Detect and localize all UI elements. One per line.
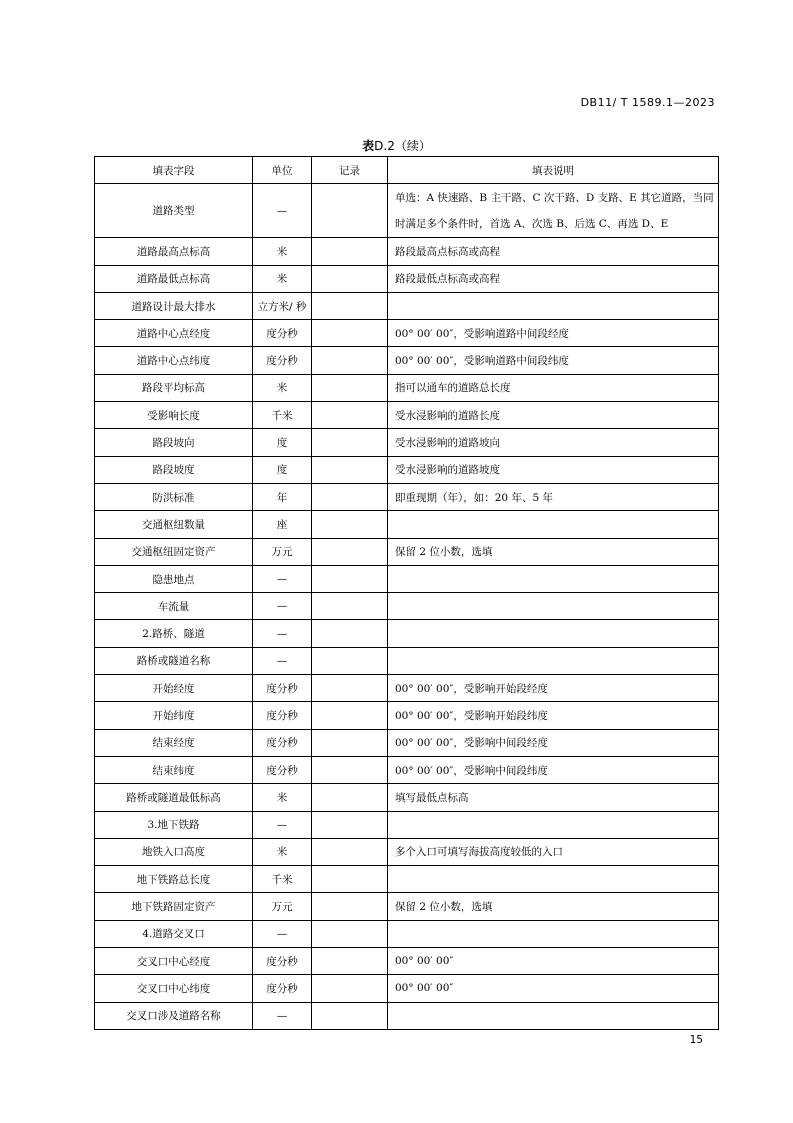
table-row: [95, 647, 719, 674]
field-cell: 隐患地点: [95, 565, 253, 592]
field-cell: 道路中心点经度: [95, 320, 253, 347]
description-cell: 00° 00′ 00″: [388, 975, 719, 1002]
field-cell: 开始纬度: [95, 702, 253, 729]
record-cell: [312, 347, 388, 374]
description-cell: 受水浸影响的道路坡向: [388, 429, 719, 456]
description-cell: 路段最高点标高或高程: [388, 238, 719, 265]
record-cell: [312, 429, 388, 456]
table-row: [95, 238, 719, 265]
unit-cell: —: [253, 593, 312, 620]
description-cell: [388, 811, 719, 838]
description-cell: [388, 292, 719, 319]
unit-cell: —: [253, 565, 312, 592]
table-row: [95, 620, 719, 647]
table-row: [95, 402, 719, 429]
table-row: [95, 292, 719, 319]
record-cell: [312, 320, 388, 347]
record-cell: [312, 647, 388, 674]
table-row: [95, 756, 719, 783]
field-cell: 防洪标准: [95, 483, 253, 510]
table-title-suffix: D.2（续）: [374, 139, 431, 153]
unit-cell: 度分秒: [253, 948, 312, 975]
table-row: [95, 265, 719, 292]
unit-cell: 度分秒: [253, 975, 312, 1002]
unit-cell: 米: [253, 784, 312, 811]
unit-cell: —: [253, 620, 312, 647]
record-cell: [312, 675, 388, 702]
page-number: 15: [689, 1034, 703, 1046]
table-row: [95, 565, 719, 592]
unit-cell: 度: [253, 456, 312, 483]
description-cell: [388, 920, 719, 947]
description-cell: 保留 2 位小数，选填: [388, 538, 719, 565]
table-row: [95, 838, 719, 865]
table-title-prefix: 表: [362, 139, 375, 153]
field-cell: 路桥或隧道最低标高: [95, 784, 253, 811]
record-cell: [312, 511, 388, 538]
record-cell: [312, 456, 388, 483]
table-row: [95, 1002, 719, 1029]
field-cell: 交叉口中心经度: [95, 948, 253, 975]
unit-cell: 度分秒: [253, 756, 312, 783]
table-row: [95, 483, 719, 510]
description-cell: 即重现期（年），如：20 年、5 年: [388, 483, 719, 510]
record-cell: [312, 538, 388, 565]
record-cell: [312, 729, 388, 756]
table-row: [95, 675, 719, 702]
description-cell: 00° 00′ 00″，受影响中间段经度: [388, 729, 719, 756]
unit-cell: 千米: [253, 866, 312, 893]
field-cell: 地铁入口高度: [95, 838, 253, 865]
description-cell: 00° 00′ 00″，受影响道路中间段经度: [388, 320, 719, 347]
table-row: [95, 866, 719, 893]
description-cell: 00° 00′ 00″，受影响道路中间段纬度: [388, 347, 719, 374]
record-cell: [312, 238, 388, 265]
field-cell: 路桥或隧道名称: [95, 647, 253, 674]
unit-cell: 度分秒: [253, 729, 312, 756]
table-row: [95, 975, 719, 1002]
unit-cell: 米: [253, 838, 312, 865]
description-cell: [388, 565, 719, 592]
unit-cell: 度分秒: [253, 675, 312, 702]
record-cell: [312, 374, 388, 401]
field-cell: 交叉口中心纬度: [95, 975, 253, 1002]
record-cell: [312, 620, 388, 647]
description-cell: 受水浸影响的道路长度: [388, 402, 719, 429]
field-cell: 交通枢纽固定资产: [95, 538, 253, 565]
field-cell: 地下铁路总长度: [95, 866, 253, 893]
table-row: [95, 347, 719, 374]
description-cell: 多个入口可填写海拔高度较低的入口: [388, 838, 719, 865]
table-row: [95, 920, 719, 947]
field-cell: 3.地下铁路: [95, 811, 253, 838]
table-row: [95, 511, 719, 538]
unit-cell: 立方米/ 秒: [253, 292, 312, 319]
unit-cell: 度分秒: [253, 320, 312, 347]
table-row: [95, 538, 719, 565]
field-cell: 交通枢纽数量: [95, 511, 253, 538]
description-cell: 00° 00′ 00″，受影响中间段纬度: [388, 756, 719, 783]
description-cell: 填写最低点标高: [388, 784, 719, 811]
field-cell: 结束纬度: [95, 756, 253, 783]
table-row: [95, 429, 719, 456]
description-cell: 指可以通车的道路总长度: [388, 374, 719, 401]
table-row: [95, 456, 719, 483]
column-header-record: 记录: [312, 157, 388, 184]
record-cell: [312, 565, 388, 592]
description-cell: 单选：A 快速路、B 主干路、C 次干路、D 支路、E 其它道路，当同时满足多个条件时，首选 A、次选 B、后选 C、再选 D、E: [388, 184, 719, 238]
record-cell: [312, 402, 388, 429]
description-cell: 保留 2 位小数，选填: [388, 893, 719, 920]
table-row: [95, 948, 719, 975]
unit-cell: 度分秒: [253, 347, 312, 374]
unit-cell: 米: [253, 265, 312, 292]
record-cell: [312, 838, 388, 865]
table-row: [95, 320, 719, 347]
table-row: [95, 729, 719, 756]
unit-cell: —: [253, 184, 312, 238]
field-cell: 路段坡向: [95, 429, 253, 456]
record-cell: [312, 1002, 388, 1029]
field-cell: 4.道路交叉口: [95, 920, 253, 947]
field-cell: 道路类型: [95, 184, 253, 238]
table-row: [95, 374, 719, 401]
field-cell: 开始经度: [95, 675, 253, 702]
description-cell: 路段最低点标高或高程: [388, 265, 719, 292]
record-cell: [312, 893, 388, 920]
record-cell: [312, 483, 388, 510]
field-cell: 道路设计最大排水: [95, 292, 253, 319]
field-cell: 道路中心点纬度: [95, 347, 253, 374]
record-cell: [312, 184, 388, 238]
unit-cell: —: [253, 920, 312, 947]
table-body: [95, 184, 719, 1030]
record-cell: [312, 756, 388, 783]
field-cell: 路段坡度: [95, 456, 253, 483]
unit-cell: 万元: [253, 538, 312, 565]
field-cell: 受影响长度: [95, 402, 253, 429]
field-cell: 路段平均标高: [95, 374, 253, 401]
unit-cell: —: [253, 811, 312, 838]
column-header-unit: 单位: [253, 157, 312, 184]
description-cell: [388, 647, 719, 674]
unit-cell: 米: [253, 238, 312, 265]
field-cell: 交叉口涉及道路名称: [95, 1002, 253, 1029]
unit-cell: 万元: [253, 893, 312, 920]
unit-cell: —: [253, 647, 312, 674]
field-table: [94, 156, 719, 1030]
field-cell: 地下铁路固定资产: [95, 893, 253, 920]
description-cell: 00° 00′ 00″，受影响开始段经度: [388, 675, 719, 702]
record-cell: [312, 811, 388, 838]
record-cell: [312, 784, 388, 811]
unit-cell: 年: [253, 483, 312, 510]
unit-cell: —: [253, 1002, 312, 1029]
table-row: [95, 184, 719, 238]
record-cell: [312, 920, 388, 947]
column-header-field: 填表字段: [95, 157, 253, 184]
record-cell: [312, 975, 388, 1002]
record-cell: [312, 702, 388, 729]
record-cell: [312, 593, 388, 620]
unit-cell: 度: [253, 429, 312, 456]
description-cell: [388, 866, 719, 893]
description-cell: [388, 511, 719, 538]
field-cell: 道路最高点标高: [95, 238, 253, 265]
unit-cell: 度分秒: [253, 702, 312, 729]
table-header-row: [95, 157, 719, 184]
field-cell: 道路最低点标高: [95, 265, 253, 292]
field-cell: 2.路桥、隧道: [95, 620, 253, 647]
table-row: [95, 593, 719, 620]
document-code: DB11/ T 1589.1—2023: [580, 96, 715, 109]
column-header-description: 填表说明: [388, 157, 719, 184]
field-cell: 结束经度: [95, 729, 253, 756]
field-cell: 车流量: [95, 593, 253, 620]
unit-cell: 座: [253, 511, 312, 538]
record-cell: [312, 265, 388, 292]
table-row: [95, 702, 719, 729]
table-title: [0, 137, 793, 154]
description-cell: 受水浸影响的道路坡度: [388, 456, 719, 483]
description-cell: [388, 620, 719, 647]
table-row: [95, 784, 719, 811]
description-cell: [388, 593, 719, 620]
record-cell: [312, 948, 388, 975]
unit-cell: 千米: [253, 402, 312, 429]
unit-cell: 米: [253, 374, 312, 401]
record-cell: [312, 292, 388, 319]
record-cell: [312, 866, 388, 893]
table-row: [95, 811, 719, 838]
table-row: [95, 893, 719, 920]
description-cell: [388, 1002, 719, 1029]
description-cell: 00° 00′ 00″: [388, 948, 719, 975]
description-cell: 00° 00′ 00″，受影响开始段纬度: [388, 702, 719, 729]
